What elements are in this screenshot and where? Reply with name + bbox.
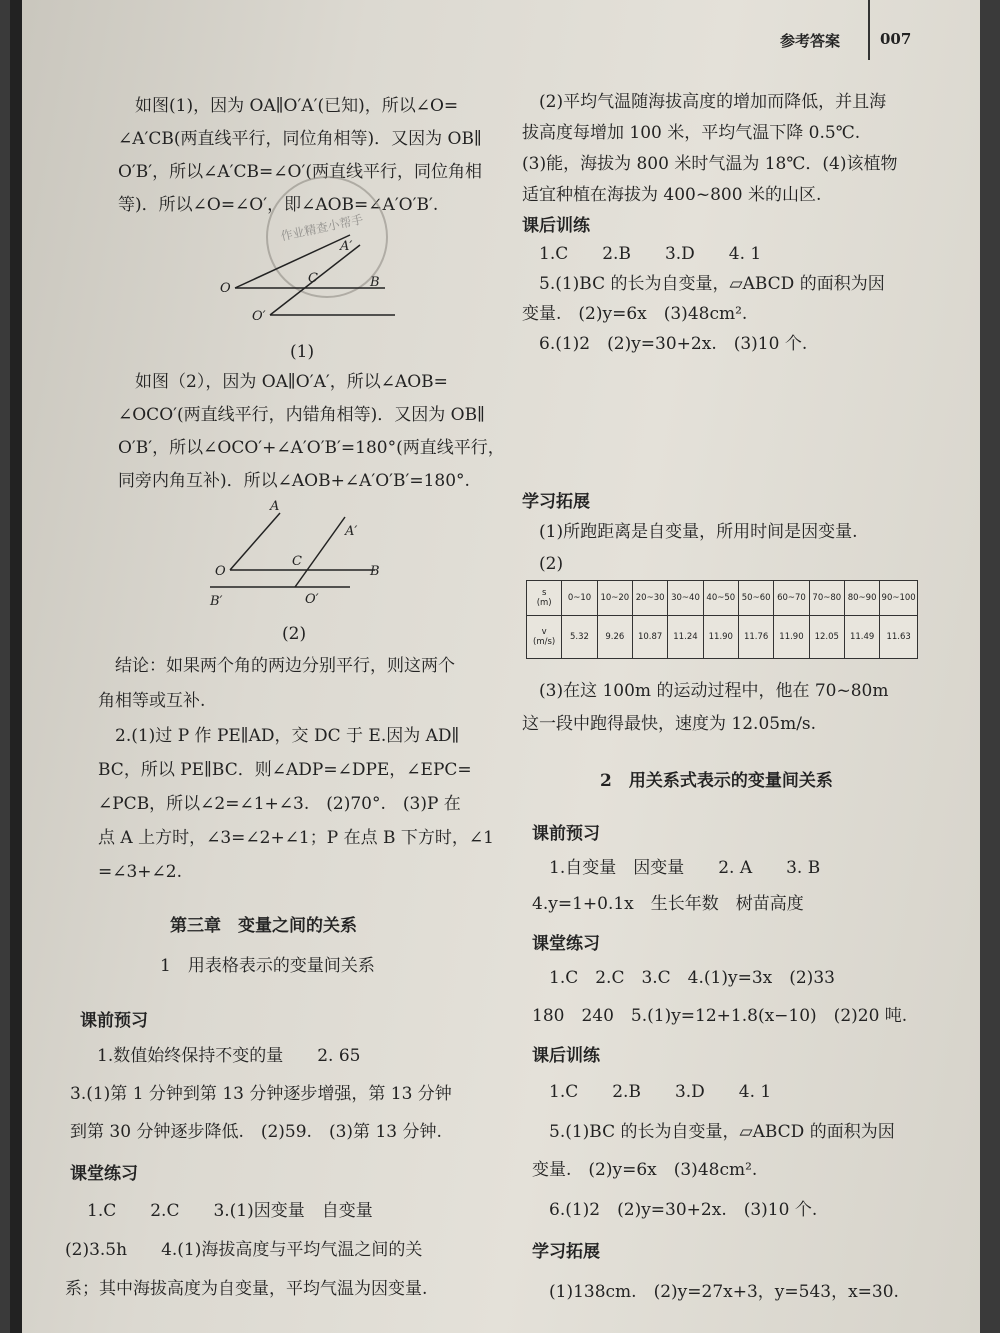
header-divider bbox=[868, 0, 870, 60]
fig2-label-a-prime: A′ bbox=[345, 524, 358, 539]
chapter-title: 第三章 变量之间的关系 bbox=[170, 916, 357, 936]
table-cell: 80~90 bbox=[844, 581, 879, 616]
left-heading-preview: 课前预习 bbox=[80, 1011, 148, 1031]
right-after-line4: 6.(1)2 (2)y=30+2x. (3)10 个. bbox=[522, 334, 808, 354]
right-cont-line4: 适宜种植在海拔为 400~800 米的山区. bbox=[522, 185, 822, 205]
right-heading-class: 课堂练习 bbox=[532, 934, 600, 954]
left-p2-line3: O′B′，所以∠OCO′+∠A′O′B′=180°(两直线平行， bbox=[118, 438, 505, 458]
right-class-line2: 180 240 5.(1)y=12+1.8(x−10) (2)20 吨. bbox=[532, 1006, 908, 1026]
speed-table bbox=[526, 580, 918, 659]
left-p4-line1: 2.(1)过 P 作 PE∥AD，交 DC 于 E.因为 AD∥ bbox=[98, 726, 460, 746]
right-ext-final: (1)138cm. (2)y=27x+3，y=543，x=30. bbox=[532, 1282, 899, 1302]
left-preview-line2: 3.(1)第 1 分钟到第 13 分钟逐步增强，第 13 分钟 bbox=[70, 1084, 452, 1104]
table-row bbox=[527, 616, 918, 659]
table-cell: 30~40 bbox=[668, 581, 703, 616]
fig1-label-o: O bbox=[220, 281, 231, 296]
section2-title: 2 用关系式表示的变量间关系 bbox=[600, 771, 833, 791]
header-section: 参考答案 bbox=[780, 32, 841, 50]
left-heading-class: 课堂练习 bbox=[70, 1164, 138, 1184]
stamp-text: 作业精查小帮手 bbox=[279, 212, 365, 244]
table-cell: 10.87 bbox=[632, 616, 667, 659]
left-p1-line4: 等)．所以∠O=∠O′，即∠AOB=∠A′O′B′. bbox=[118, 195, 439, 215]
table-cell: 40~50 bbox=[703, 581, 738, 616]
right-cont-line3: (3)能，海拔为 800 米时气温为 18℃．(4)该植物 bbox=[522, 154, 898, 174]
right-preview-line1: 1.自变量 因变量 2. A 3. B bbox=[532, 858, 821, 878]
table-row bbox=[527, 581, 918, 616]
right-heading-ext2: 学习拓展 bbox=[532, 1242, 600, 1262]
table-cell: 60~70 bbox=[774, 581, 809, 616]
table-cell: 20~30 bbox=[632, 581, 667, 616]
right-after-line2: 5.(1)BC 的长为自变量，▱ABCD 的面积为因 bbox=[522, 274, 885, 294]
fig2-label-b-prime: B′ bbox=[210, 594, 223, 609]
table-header-cell: v (m/s) bbox=[527, 616, 562, 659]
table-cell: 11.90 bbox=[703, 616, 738, 659]
fig2-label-a: A bbox=[270, 499, 280, 514]
fig2-label-o: O bbox=[215, 564, 226, 579]
table-cell: 90~100 bbox=[880, 581, 918, 616]
left-p1-line3: O′B′，所以∠A′CB=∠O′(两直线平行，同位角相 bbox=[118, 162, 482, 182]
table-cell: 0~10 bbox=[562, 581, 597, 616]
right-heading-ext: 学习拓展 bbox=[522, 492, 590, 512]
figure-2 bbox=[200, 495, 400, 615]
table-cell: 11.24 bbox=[668, 616, 703, 659]
left-p1-line2: ∠A′CB(两直线平行，同位角相等)．又因为 OB∥ bbox=[118, 129, 482, 149]
right-after-line1: 1.C 2.B 3.D 4. 1 bbox=[522, 244, 762, 264]
fig1-label-a-prime: A′ bbox=[340, 239, 353, 254]
table-cell: 9.26 bbox=[597, 616, 632, 659]
left-p2-line2: ∠OCO′(两直线平行，内错角相等)．又因为 OB∥ bbox=[118, 405, 485, 425]
right-after2-line2: 5.(1)BC 的长为自变量，▱ABCD 的面积为因 bbox=[532, 1122, 895, 1142]
fig2-label-o-prime: O′ bbox=[305, 592, 319, 607]
left-p4-line5: =∠3+∠2. bbox=[98, 862, 183, 882]
book-page bbox=[10, 0, 980, 1333]
fig1-label-b: B bbox=[370, 275, 380, 290]
section1-title: 1 用表格表示的变量间关系 bbox=[160, 956, 375, 976]
right-after-line3: 变量. (2)y=6x (3)48cm². bbox=[522, 304, 748, 324]
table-cell: 10~20 bbox=[597, 581, 632, 616]
right-ext3-line1: (3)在这 100m 的运动过程中，他在 70~80m bbox=[522, 681, 889, 701]
fig2-label-c: C bbox=[292, 554, 302, 569]
right-cont-line1: (2)平均气温随海拔高度的增加而降低，并且海 bbox=[522, 92, 887, 112]
table-cell: 11.76 bbox=[738, 616, 773, 659]
left-p1-line1: 如图(1)，因为 OA∥O′A′(已知)，所以∠O= bbox=[118, 96, 459, 116]
right-heading-preview: 课前预习 bbox=[532, 824, 600, 844]
right-heading-after2: 课后训练 bbox=[532, 1046, 600, 1066]
left-preview-line3: 到第 30 分钟逐步降低. (2)59. (3)第 13 分钟. bbox=[70, 1122, 442, 1142]
left-class-line3: 系；其中海拔高度为自变量，平均气温为因变量. bbox=[65, 1279, 428, 1299]
right-heading-after: 课后训练 bbox=[522, 216, 590, 236]
table-cell: 11.90 bbox=[774, 616, 809, 659]
right-ext-line1: (1)所跑距离是自变量，所用时间是因变量. bbox=[522, 522, 858, 542]
left-preview-line1: 1.数值始终保持不变的量 2. 65 bbox=[80, 1046, 361, 1066]
table-cell: 50~60 bbox=[738, 581, 773, 616]
left-class-line1: 1.C 2.C 3.(1)因变量 自变量 bbox=[70, 1201, 373, 1221]
right-ext3-line2: 这一段中跑得最快，速度为 12.05m/s. bbox=[522, 714, 817, 734]
right-preview-line2: 4.y=1+0.1x 生长年数 树苗高度 bbox=[532, 894, 804, 914]
left-p2-line4: 同旁内角互补)．所以∠AOB+∠A′O′B′=180°. bbox=[118, 471, 470, 491]
fig1-label-c: C bbox=[308, 271, 318, 286]
right-ext-line2: (2) bbox=[522, 554, 564, 574]
right-after2-line3: 变量. (2)y=6x (3)48cm². bbox=[532, 1160, 758, 1180]
fig1-label-o-prime: O′ bbox=[252, 309, 266, 324]
left-p3-line1: 结论：如果两个角的两边分别平行，则这两个 bbox=[98, 656, 455, 676]
figure-1 bbox=[210, 220, 410, 330]
right-after2-line4: 6.(1)2 (2)y=30+2x. (3)10 个. bbox=[532, 1200, 818, 1220]
table-cell: 5.32 bbox=[562, 616, 597, 659]
page-number: 007 bbox=[880, 30, 912, 48]
right-after2-line1: 1.C 2.B 3.D 4. 1 bbox=[532, 1082, 772, 1102]
table-cell: 70~80 bbox=[809, 581, 844, 616]
left-p4-line4: 点 A 上方时，∠3=∠2+∠1；P 在点 B 下方时，∠1 bbox=[98, 828, 494, 848]
table-cell: 11.63 bbox=[880, 616, 918, 659]
left-class-line2: (2)3.5h 4.(1)海拔高度与平均气温之间的关 bbox=[65, 1240, 423, 1260]
fig2-caption: (2) bbox=[282, 624, 307, 644]
table-header-cell: s (m) bbox=[527, 581, 562, 616]
table-cell: 12.05 bbox=[809, 616, 844, 659]
page-edge-shadow bbox=[10, 0, 22, 1333]
left-p4-line3: ∠PCB，所以∠2=∠1+∠3. (2)70°. (3)P 在 bbox=[98, 794, 461, 814]
left-p3-line2: 角相等或互补. bbox=[98, 691, 206, 711]
table-cell: 11.49 bbox=[844, 616, 879, 659]
fig1-caption: (1) bbox=[290, 342, 315, 362]
fig2-label-b: B bbox=[370, 564, 380, 579]
left-p4-line2: BC，所以 PE∥BC．则∠ADP=∠DPE，∠EPC= bbox=[98, 760, 472, 780]
left-p2-line1: 如图（2），因为 OA∥O′A′，所以∠AOB= bbox=[118, 372, 448, 392]
right-class-line1: 1.C 2.C 3.C 4.(1)y=3x (2)33 bbox=[532, 968, 835, 988]
right-cont-line2: 拔高度每增加 100 米，平均气温下降 0.5℃. bbox=[522, 123, 861, 143]
